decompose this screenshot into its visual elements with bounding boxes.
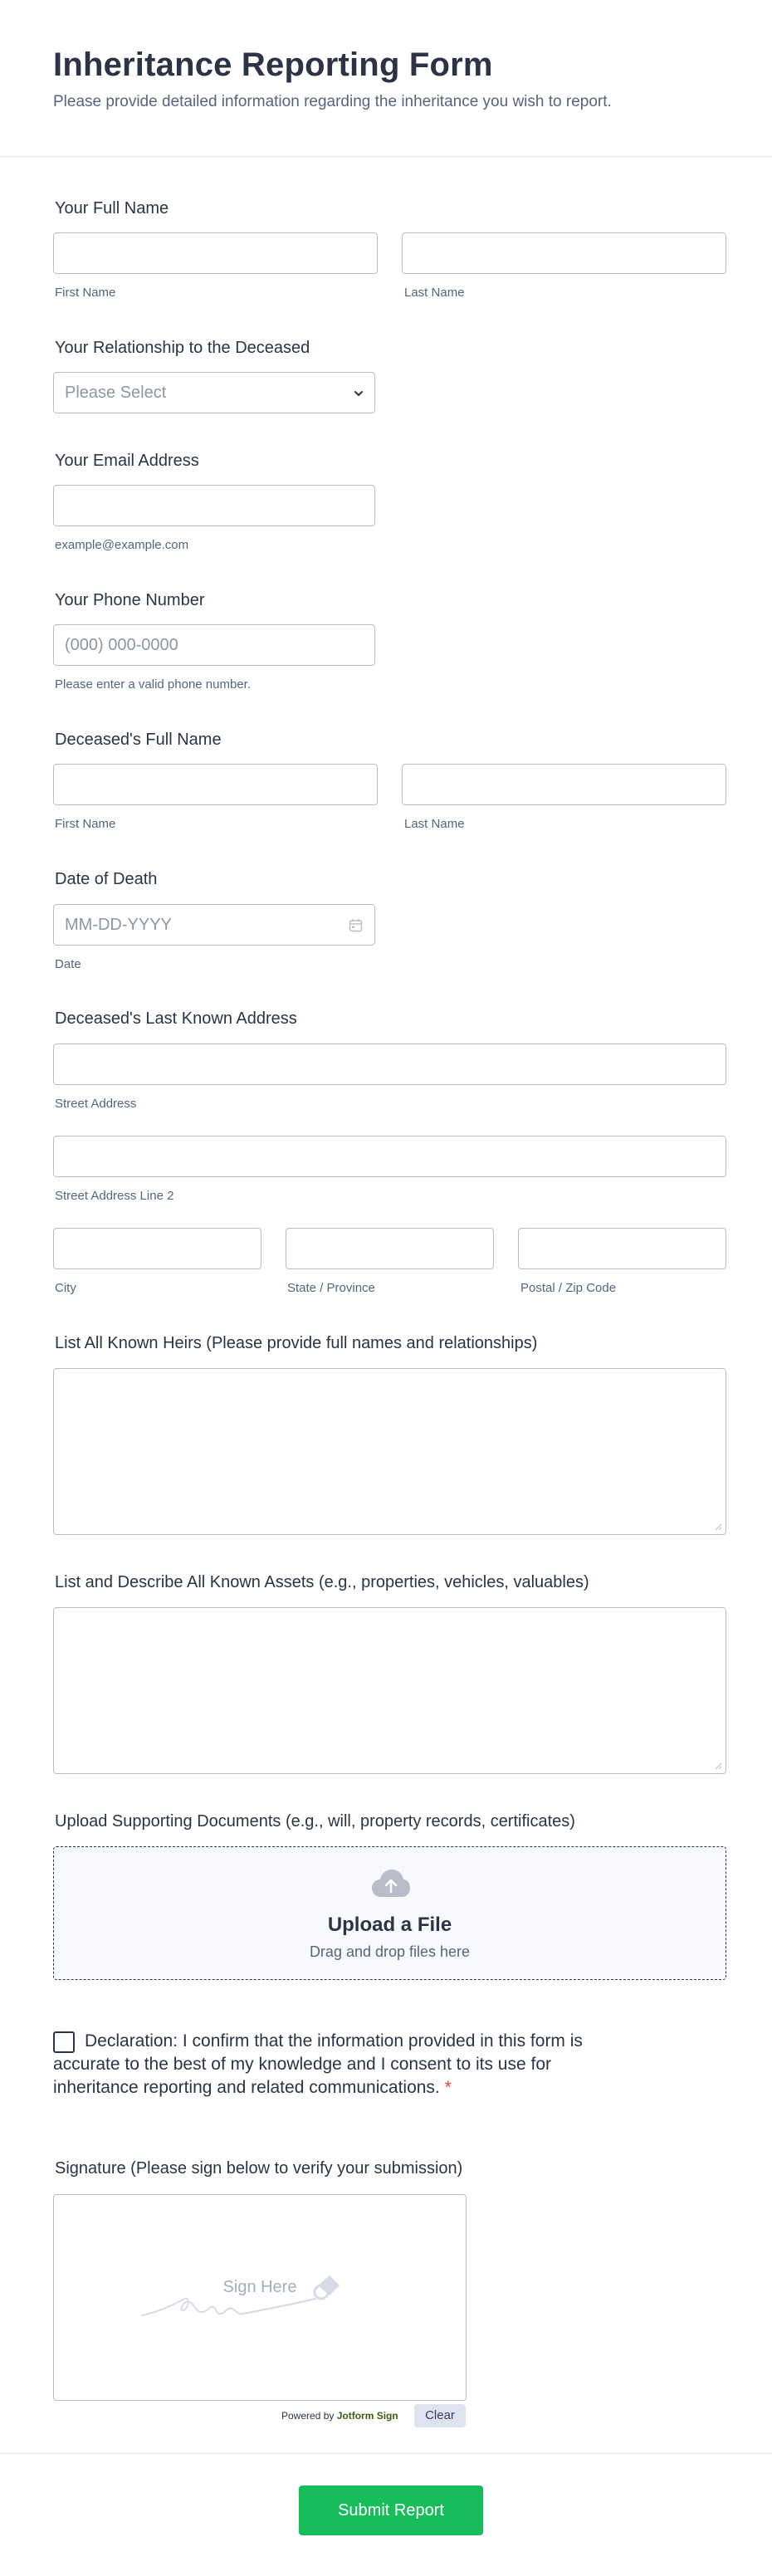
chevron-down-icon [353, 388, 364, 399]
phone-input[interactable] [53, 624, 375, 666]
phone-label: Your Phone Number [55, 591, 205, 609]
signature-pad[interactable] [53, 2194, 467, 2401]
clear-signature-button[interactable]: Clear [414, 2404, 466, 2427]
heirs-textarea[interactable] [53, 1368, 726, 1535]
form-subtitle: Please provide detailed information regarding the inheritance you wish to report. [53, 93, 612, 110]
street-address-input[interactable] [53, 1044, 726, 1085]
declaration-text [53, 2030, 618, 2099]
full-name-label: Your Full Name [55, 199, 169, 218]
date-placeholder: MM-DD-YYYY [65, 916, 172, 934]
submit-button[interactable]: Submit Report [299, 2486, 483, 2535]
powered-brand: Jotform Sign [336, 2410, 398, 2422]
date-sublabel: Date [55, 957, 81, 971]
street-address-line2-sublabel: Street Address Line 2 [55, 1189, 174, 1203]
address-label: Deceased's Last Known Address [55, 1009, 297, 1028]
sign-here-hint: Sign Here [222, 2278, 297, 2296]
declaration-label: Declaration: I confirm that the information provided in this form is accurate to the best of my knowledge and I consent to its use for inheritance reporting and related communications. [53, 2031, 583, 2097]
relationship-select[interactable] [53, 372, 375, 413]
calendar-icon[interactable] [349, 918, 363, 932]
form-header [0, 0, 772, 157]
assets-label: List and Describe All Known Assets (e.g., properties, vehicles, valuables) [55, 1573, 589, 1591]
relationship-placeholder: Please Select [65, 384, 167, 402]
resize-handle-icon[interactable] [714, 1523, 722, 1531]
state-input[interactable] [286, 1228, 494, 1269]
first-name-input[interactable] [53, 232, 378, 274]
phone-sublabel: Please enter a valid phone number. [55, 677, 251, 692]
zip-input[interactable] [518, 1228, 726, 1269]
form-title: Inheritance Reporting Form [53, 46, 493, 83]
zip-sublabel: Postal / Zip Code [520, 1281, 617, 1295]
footer-divider [0, 2453, 772, 2454]
heirs-label: List All Known Heirs (Please provide full names and relationships) [55, 1334, 538, 1352]
city-input[interactable] [53, 1228, 261, 1269]
cloud-upload-icon [371, 1869, 411, 1899]
deceased-last-name-input[interactable] [402, 764, 726, 805]
deceased-first-name-sublabel: First Name [55, 817, 116, 831]
deceased-name-label: Deceased's Full Name [55, 731, 222, 749]
email-input[interactable] [53, 485, 375, 526]
upload-description: Drag and drop files here [309, 1943, 471, 1960]
email-sublabel: example@example.com [55, 538, 189, 552]
phone-placeholder: (000) 000-0000 [65, 636, 178, 654]
file-upload-dropzone[interactable] [53, 1846, 726, 1980]
upload-label: Upload Supporting Documents (e.g., will, property records, certificates) [55, 1812, 575, 1831]
powered-prefix: Powered by [281, 2410, 335, 2422]
signature-label: Signature (Please sign below to verify your submission) [55, 2159, 463, 2178]
resize-handle-icon[interactable] [714, 1762, 722, 1770]
deceased-first-name-input[interactable] [53, 764, 378, 805]
signature-placeholder-scribble [137, 2274, 386, 2324]
street-address-sublabel: Street Address [55, 1097, 137, 1111]
last-name-sublabel: Last Name [404, 286, 465, 300]
date-of-death-input[interactable] [53, 904, 375, 946]
email-label: Your Email Address [55, 452, 199, 470]
date-of-death-label: Date of Death [55, 870, 158, 888]
city-sublabel: City [55, 1281, 76, 1295]
state-sublabel: State / Province [287, 1281, 375, 1295]
assets-textarea[interactable] [53, 1607, 726, 1774]
relationship-label: Your Relationship to the Deceased [55, 339, 310, 357]
street-address-line2-input[interactable] [53, 1136, 726, 1177]
first-name-sublabel: First Name [55, 286, 116, 300]
last-name-input[interactable] [402, 232, 726, 274]
powered-by-jotform [281, 2410, 398, 2422]
required-mark: * [444, 2078, 452, 2097]
upload-title: Upload a File [327, 1914, 452, 1936]
deceased-last-name-sublabel: Last Name [404, 817, 465, 831]
